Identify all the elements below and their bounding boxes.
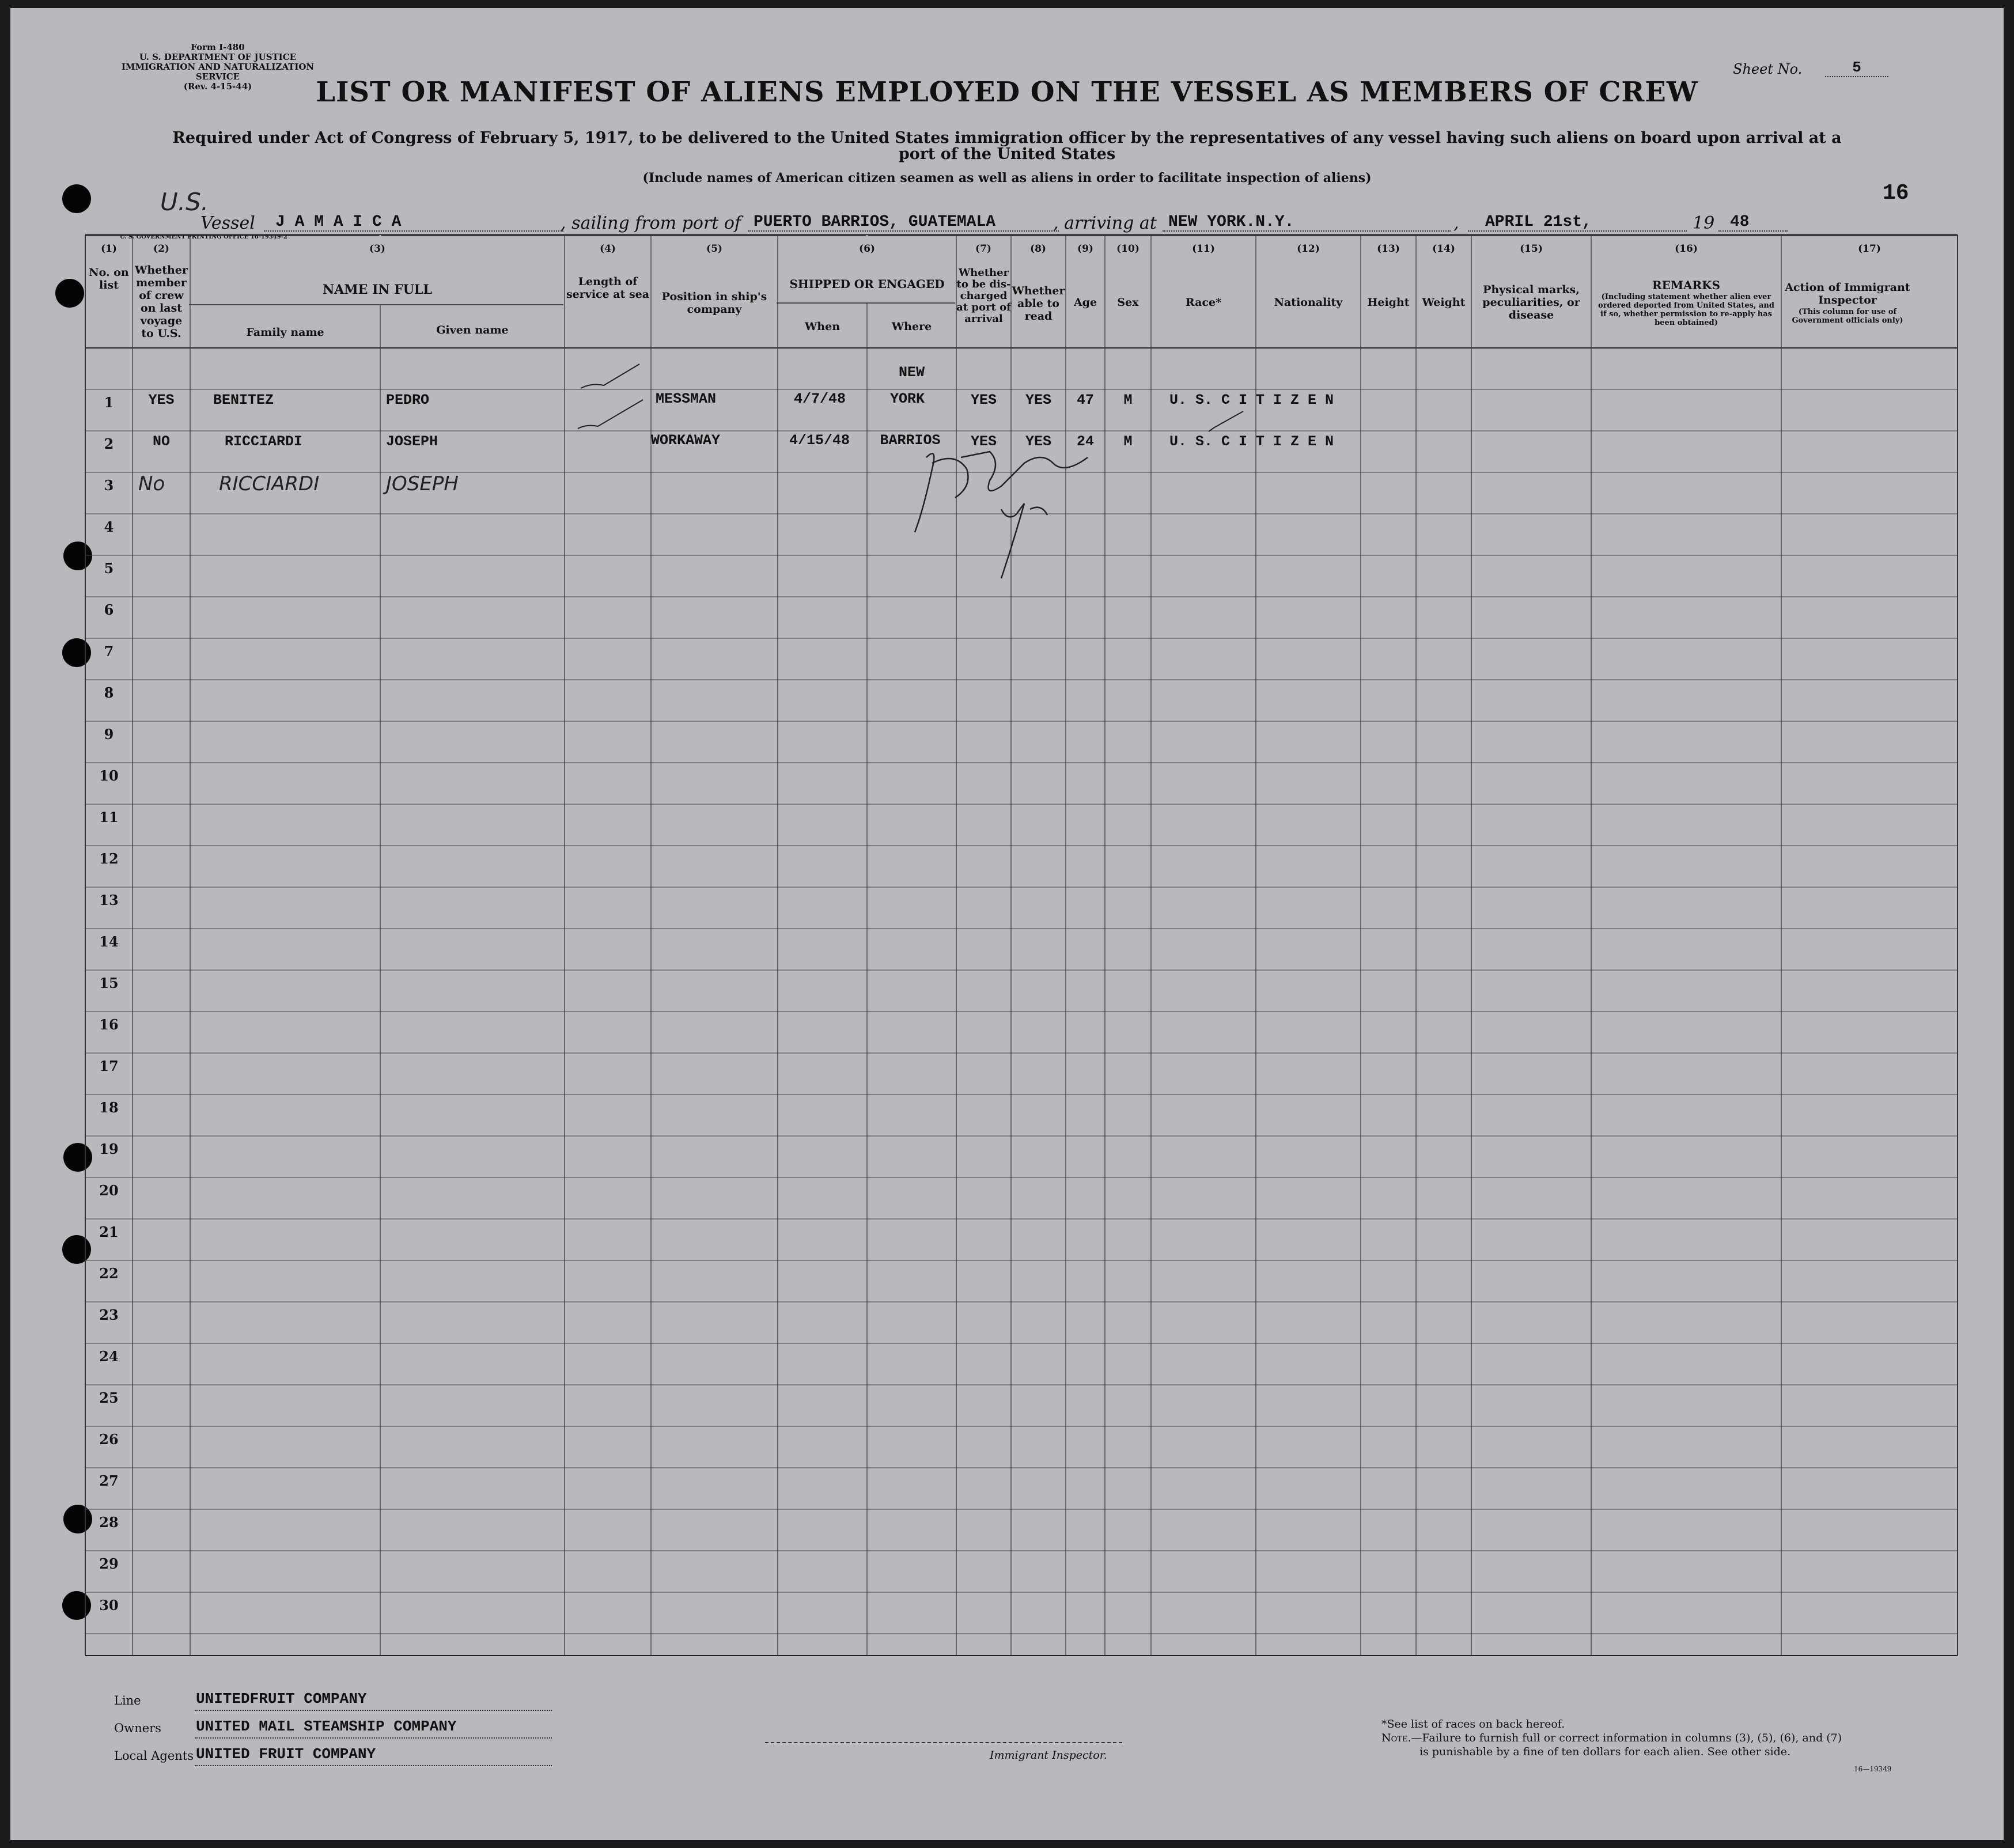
sheet-number: 5 (1825, 59, 1888, 77)
owners-label: Owners (114, 1721, 161, 1735)
column-number: (13) (1377, 243, 1400, 255)
header-position: Position in ship's company (661, 290, 767, 316)
subtitle-note: (Include names of American citizen seamen as well as aliens in order to facilitate inspection of aliens) (642, 171, 1372, 185)
column-number: (2) (153, 243, 169, 255)
row-number: 4 (104, 518, 114, 535)
row-number: 28 (99, 1514, 119, 1531)
row-number: 19 (99, 1141, 119, 1157)
row-number: 30 (99, 1597, 119, 1614)
form-service: IMMIGRATION AND NATURALIZATION SERVICE (121, 62, 315, 82)
row1-family-name: BENITEZ (213, 392, 274, 408)
column-number: (7) (975, 243, 991, 255)
header-age: Age (1073, 296, 1097, 309)
row-number: 11 (99, 809, 119, 825)
row-number: 10 (99, 767, 119, 784)
row2-when: 4/15/48 (789, 432, 850, 449)
row-number: 22 (99, 1265, 119, 1282)
date-comma: , (1453, 213, 1459, 233)
header-height: Height (1367, 296, 1410, 309)
row-number: 17 (99, 1058, 119, 1074)
row2-family-name: RICCIARDI (225, 433, 303, 450)
row-number: 16 (99, 1016, 119, 1033)
row-number: 13 (99, 892, 119, 908)
header-shipped: SHIPPED OR ENGAGED (789, 277, 945, 291)
inspector-underline (765, 1742, 1122, 1743)
row2-age: 24 (1076, 433, 1094, 450)
column-number: (12) (1297, 243, 1320, 255)
form-department: U. S. DEPARTMENT OF JUSTICE (139, 52, 297, 62)
header-family-name: Family name (246, 326, 324, 339)
arrival-date: APRIL 21st, (1485, 213, 1592, 231)
row1-member: YES (148, 392, 175, 408)
row-number: 27 (99, 1472, 119, 1489)
corner-number: 16 (1883, 181, 1909, 206)
sailing-label: , sailing from port of (561, 213, 741, 233)
row-number: 3 (104, 477, 114, 494)
column-number: (6) (859, 243, 875, 255)
row-number: 12 (99, 850, 119, 867)
row1-when: 4/7/48 (794, 391, 846, 407)
header-race: Race* (1185, 296, 1222, 309)
row-number: 9 (104, 726, 114, 743)
handwritten-us: U.S. (160, 188, 209, 216)
agents-label: Local Agents (114, 1749, 194, 1763)
header-discharged: Whether to be dis-charged at port of arrival (956, 267, 1011, 325)
agents-underline (195, 1765, 552, 1766)
row-number: 7 (104, 643, 114, 660)
column-number: (10) (1116, 243, 1140, 255)
agents-value: UNITED FRUIT COMPANY (196, 1745, 376, 1763)
row2-member: NO (152, 433, 170, 450)
column-number: (17) (1858, 243, 1881, 255)
column-number: (5) (706, 243, 722, 255)
header-nationality: Nationality (1274, 296, 1343, 309)
header-physical: Physical marks, peculiarities, or disease (1482, 283, 1580, 321)
row-number: 23 (99, 1307, 119, 1323)
owners-underline (195, 1737, 552, 1739)
row2-discharged: YES (970, 433, 997, 450)
sheet-label: Sheet No. (1733, 61, 1803, 77)
header-sex: Sex (1117, 296, 1139, 309)
column-number: (8) (1030, 243, 1046, 255)
header-weight: Weight (1422, 296, 1466, 309)
header-able-read: Whether able to read (1012, 285, 1065, 323)
row-number: 25 (99, 1389, 119, 1406)
arriving-label: , arriving at (1053, 213, 1157, 233)
row2-able-read: YES (1025, 433, 1051, 450)
fine-note (1381, 1732, 1842, 1744)
line-value: UNITEDFRUIT COMPANY (196, 1690, 367, 1707)
subtitle-line1: Required under Act of Congress of February 5, 1917, to be delivered to the United States immigration officer by the representatives of any vessel having such aliens on board upon arrival at a (172, 129, 1842, 147)
row1-nationality: U. S. C I T I Z E N (1169, 392, 1334, 408)
row-number: 21 (99, 1224, 119, 1240)
column-number: (14) (1432, 243, 1455, 255)
subtitle-line2: port of the United States (898, 145, 1116, 163)
column-number: (1) (101, 243, 117, 255)
sailing-from: PUERTO BARRIOS, GUATEMALA (754, 213, 996, 231)
line-underline (195, 1710, 552, 1711)
inspector-label: Immigrant Inspector. (990, 1749, 1107, 1762)
print-code: 16—19349 (1854, 1765, 1892, 1773)
row-number: 1 (104, 394, 114, 411)
header-whether-member: Whether member of crew on last voyage to U.S. (135, 264, 188, 340)
row2-given-name: JOSEPH (386, 433, 438, 450)
line-label: Line (114, 1694, 141, 1707)
row-number: 26 (99, 1431, 119, 1448)
form-revision: (Rev. 4-15-44) (183, 81, 252, 92)
header-name-in-full: NAME IN FULL (323, 282, 432, 297)
owners-value: UNITED MAIL STEAMSHIP COMPANY (196, 1718, 457, 1735)
row3-given-name: JOSEPH (386, 472, 459, 495)
header-where: Where (891, 320, 932, 333)
column-number: (9) (1077, 243, 1093, 255)
header-when: When (804, 320, 841, 333)
year-prefix: 19 (1693, 213, 1715, 233)
header-no-on-list: No. on list (89, 266, 129, 291)
row1-discharged: YES (970, 392, 997, 408)
row1-age: 47 (1076, 392, 1094, 408)
row-number: 29 (99, 1555, 119, 1572)
row-number: 15 (99, 975, 119, 991)
row-number: 18 (99, 1099, 119, 1116)
row-number: 5 (104, 560, 114, 577)
column-number: (15) (1520, 243, 1543, 255)
row1-where: YORK (889, 391, 925, 407)
header-length-service: Length of service at sea (566, 275, 650, 301)
manifest-sheet (10, 8, 2004, 1840)
row-number: 14 (99, 933, 119, 950)
row3-member: No (138, 472, 165, 495)
row2-nationality: U. S. C I T I Z E N (1169, 433, 1334, 450)
arriving-at: NEW YORK.N.Y. (1168, 213, 1294, 231)
row-number: 24 (99, 1348, 119, 1365)
fine-note-2: is punishable by a fine of ten dollars for each alien. See other side. (1419, 1745, 1791, 1758)
row-number: 6 (104, 601, 114, 618)
row1-where-top: NEW (898, 364, 925, 381)
row-number: 20 (99, 1182, 119, 1199)
header-action-note: (This column for use of Government officials only) (1792, 308, 1903, 325)
header-remarks: REMARKS (1652, 278, 1720, 292)
column-number: (3) (369, 243, 385, 255)
header-remarks-note: (Including statement whether alien ever ordered deported from United States, and if so, whether permission to re-apply has been obtained) (1598, 293, 1774, 327)
row2-sex: M (1123, 433, 1133, 450)
inspector-signature (915, 452, 1088, 578)
races-note: *See list of races on back hereof. (1381, 1718, 1565, 1730)
printing-office: U. S. GOVERNMENT PRINTING OFFICE 16-19349-2 (120, 234, 287, 240)
vessel-label: Vessel (200, 213, 255, 233)
note-text: —Failure to furnish full or correct information in columns (3), (5), (6), and (7) (1411, 1732, 1842, 1744)
vessel-name: J A M A I C A (275, 213, 402, 231)
row2-where: BARRIOS (880, 432, 941, 449)
row-number: 8 (104, 684, 114, 701)
row1-position: MESSMAN (656, 391, 717, 407)
note-label: Note. (1381, 1732, 1411, 1744)
row1-sex: M (1123, 392, 1133, 408)
row1-given-name: PEDRO (386, 392, 430, 408)
column-number: (16) (1675, 243, 1698, 255)
page-title: LIST OR MANIFEST OF ALIENS EMPLOYED ON THE VESSEL AS MEMBERS OF CREW (316, 76, 1698, 108)
row3-family-name: RICCIARDI (219, 472, 320, 495)
form-number: Form I-480 (191, 42, 245, 52)
column-number: (11) (1192, 243, 1215, 255)
column-number: (4) (600, 243, 616, 255)
row2-position: WORKAWAY (651, 432, 721, 449)
header-action: Action of Immigrant Inspector (1785, 281, 1910, 306)
arrival-year: 48 (1730, 213, 1750, 231)
row1-able-read: YES (1025, 392, 1051, 408)
header-given-name: Given name (436, 324, 509, 336)
row-number: 2 (104, 436, 114, 452)
